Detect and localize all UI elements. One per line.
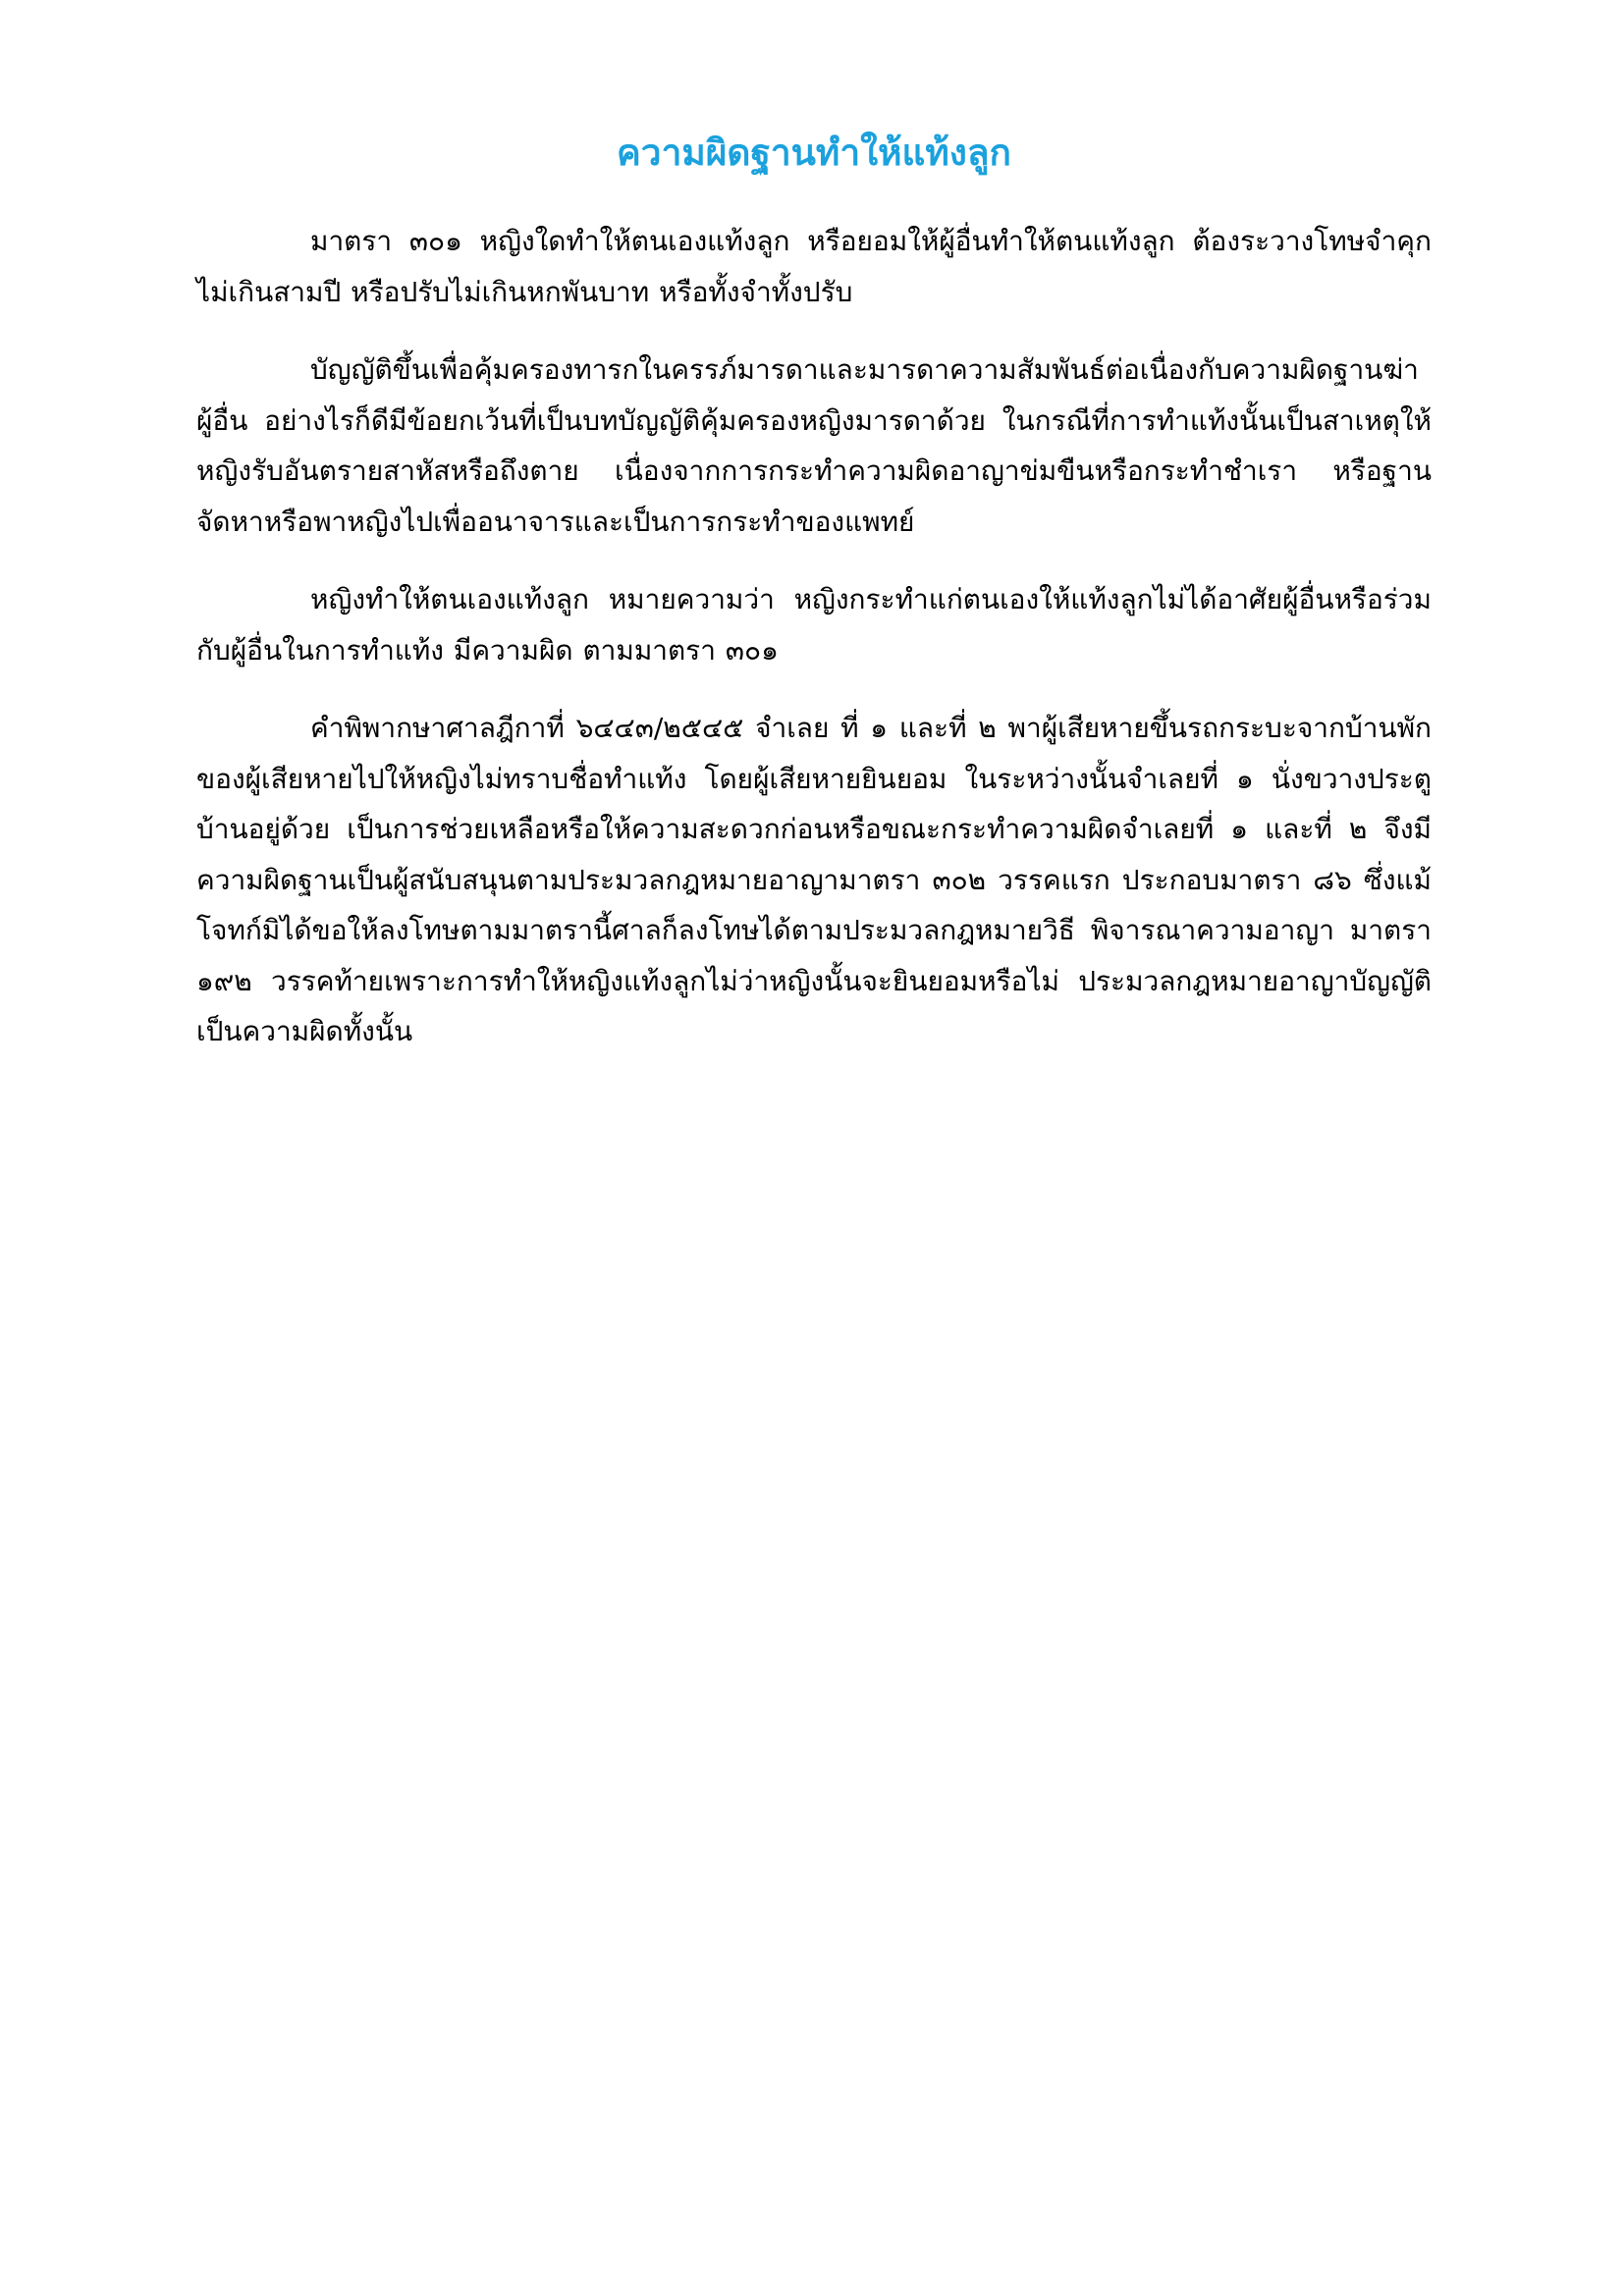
document-body: [196, 124, 1432, 1085]
paragraph-definition: หญิงทำให้ตนเองแท้งลูก หมายความว่า หญิงกระทำแก่ตนเองให้แท้งลูกไม่ได้อาศัยผู้อื่นหรือร่วมกับผู้อื่นในการทำแท้ง มีความผิด ตามมาตรา ๓๐๑: [196, 583, 1432, 667]
paragraph-purpose: บัญญัติขึ้นเพื่อคุ้มครองทารกในครรภ์มารดาและมารดาความสัมพันธ์ต่อเนื่องกับความผิดฐานฆ่าผู้อื่น อย่างไรก็ดีมีข้อยกเว้นที่เป็นบทบัญญัติคุ้มครองหญิงมารดาด้วย ในกรณีที่การทำแท้งนั้นเป็นสาเหตุให้หญิงรับอันตรายสาหัสหรือถึงตาย เนื่องจากการกระทำความผิดอาญาข่มขืนหรือกระทำชำเรา หรือฐานจัดหาหรือพาหญิงไปเพื่ออนาจารและเป็นการกระทำของแพทย์: [196, 353, 1432, 538]
paragraph-section-301: มาตรา ๓๐๑ หญิงใดทำให้ตนเองแท้งลูก หรือยอมให้ผู้อื่นทำให้ตนแท้งลูก ต้องระวางโทษจำคุกไม่เกินสามปี หรือปรับไม่เกินหกพันบาท หรือทั้งจำทั้งปรับ: [196, 225, 1432, 308]
paragraph-supreme-court-ruling: คำพิพากษาศาลฎีกาที่ ๖๔๔๓/๒๕๔๕ จำเลย ที่ ๑ และที่ ๒ พาผู้เสียหายขึ้นรถกระบะจากบ้านพักของผู้เสียหายไปให้หญิงไม่ทราบชื่อทำแท้ง โดยผู้เสียหายยินยอม ในระหว่างนั้นจำเลยที่ ๑ นั่งขวางประตูบ้านอยู่ด้วย เป็นการช่วยเหลือหรือให้ความสะดวกก่อนหรือขณะกระทำความผิดจำเลยที่ ๑ และที่ ๒ จึงมีความผิดฐานเป็นผู้สนับสนุนตามประมวลกฎหมายอาญามาตรา ๓๐๒ วรรคแรก ประกอบมาตรา ๘๖ ซึ่งแม้โจทก์มิได้ขอให้ลงโทษตามมาตรานี้ศาลก็ลงโทษได้ตามประมวลกฎหมายวิธี พิจารณาความอาญา มาตรา ๑๙๒ วรรคท้ายเพราะการทำให้หญิงแท้งลูกไม่ว่าหญิงนั้นจะยินยอมหรือไม่ ประมวลกฎหมายอาญาบัญญัติเป็นความผิดทั้งนั้น: [196, 712, 1432, 1047]
document-title: ความผิดฐานทำให้แท้งลูก: [617, 132, 1011, 174]
